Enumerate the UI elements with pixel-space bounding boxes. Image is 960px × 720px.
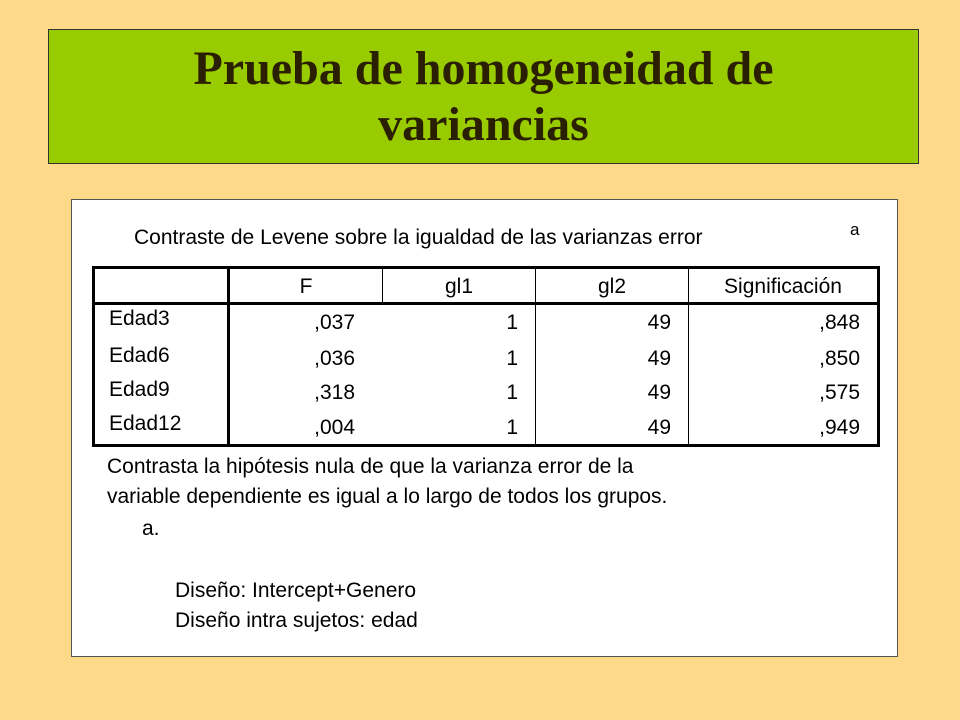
caption-footnote-marker: a: [850, 220, 860, 239]
slide-title-line-2: variancias: [378, 97, 589, 151]
cell-gl2: 49: [647, 347, 671, 370]
cell-significacion: ,850: [819, 347, 860, 370]
levene-table: [92, 266, 880, 447]
slide-title: [124, 41, 844, 153]
cell-f: ,037: [314, 311, 355, 334]
footnote-line-1: Contrasta la hipótesis nula de que la varianza error de la: [107, 455, 634, 478]
cell-gl1: 1: [506, 381, 518, 404]
cell-gl1: 1: [506, 311, 518, 334]
cell-f: ,318: [314, 381, 355, 404]
column-header-f: F: [299, 275, 313, 298]
design-line-1: Diseño: Intercept+Genero: [175, 579, 417, 602]
footnote-line-2: variable dependiente es igual a lo largo de todos los grupos.: [107, 485, 668, 508]
row-label: Edad12: [109, 412, 182, 435]
row-label: Edad3: [109, 307, 170, 330]
slide-title-line-1: Prueba de homogeneidad de: [193, 41, 774, 95]
spss-output-panel: [71, 199, 898, 657]
column-header-gl2: gl2: [597, 275, 627, 298]
column-header-significacion: Significación: [724, 275, 842, 298]
cell-f: ,004: [314, 416, 355, 439]
row-label: Edad6: [109, 344, 170, 367]
row-label: Edad9: [109, 378, 170, 401]
table-header-rule: [95, 302, 877, 305]
cell-f: ,036: [314, 347, 355, 370]
design-line-2: Diseño intra sujetos: edad: [175, 609, 418, 632]
cell-gl2: 49: [647, 416, 671, 439]
column-header-gl1: gl1: [444, 275, 474, 298]
cell-gl2: 49: [647, 381, 671, 404]
cell-significacion: ,575: [819, 381, 860, 404]
cell-gl1: 1: [506, 416, 518, 439]
cell-gl1: 1: [506, 347, 518, 370]
footnote-marker: a.: [142, 517, 160, 540]
cell-significacion: ,949: [819, 416, 860, 439]
cell-significacion: ,848: [819, 311, 860, 334]
table-caption: Contraste de Levene sobre la igualdad de las varianzas error: [134, 226, 703, 249]
cell-gl2: 49: [647, 311, 671, 334]
slide-title-box: [48, 29, 919, 164]
